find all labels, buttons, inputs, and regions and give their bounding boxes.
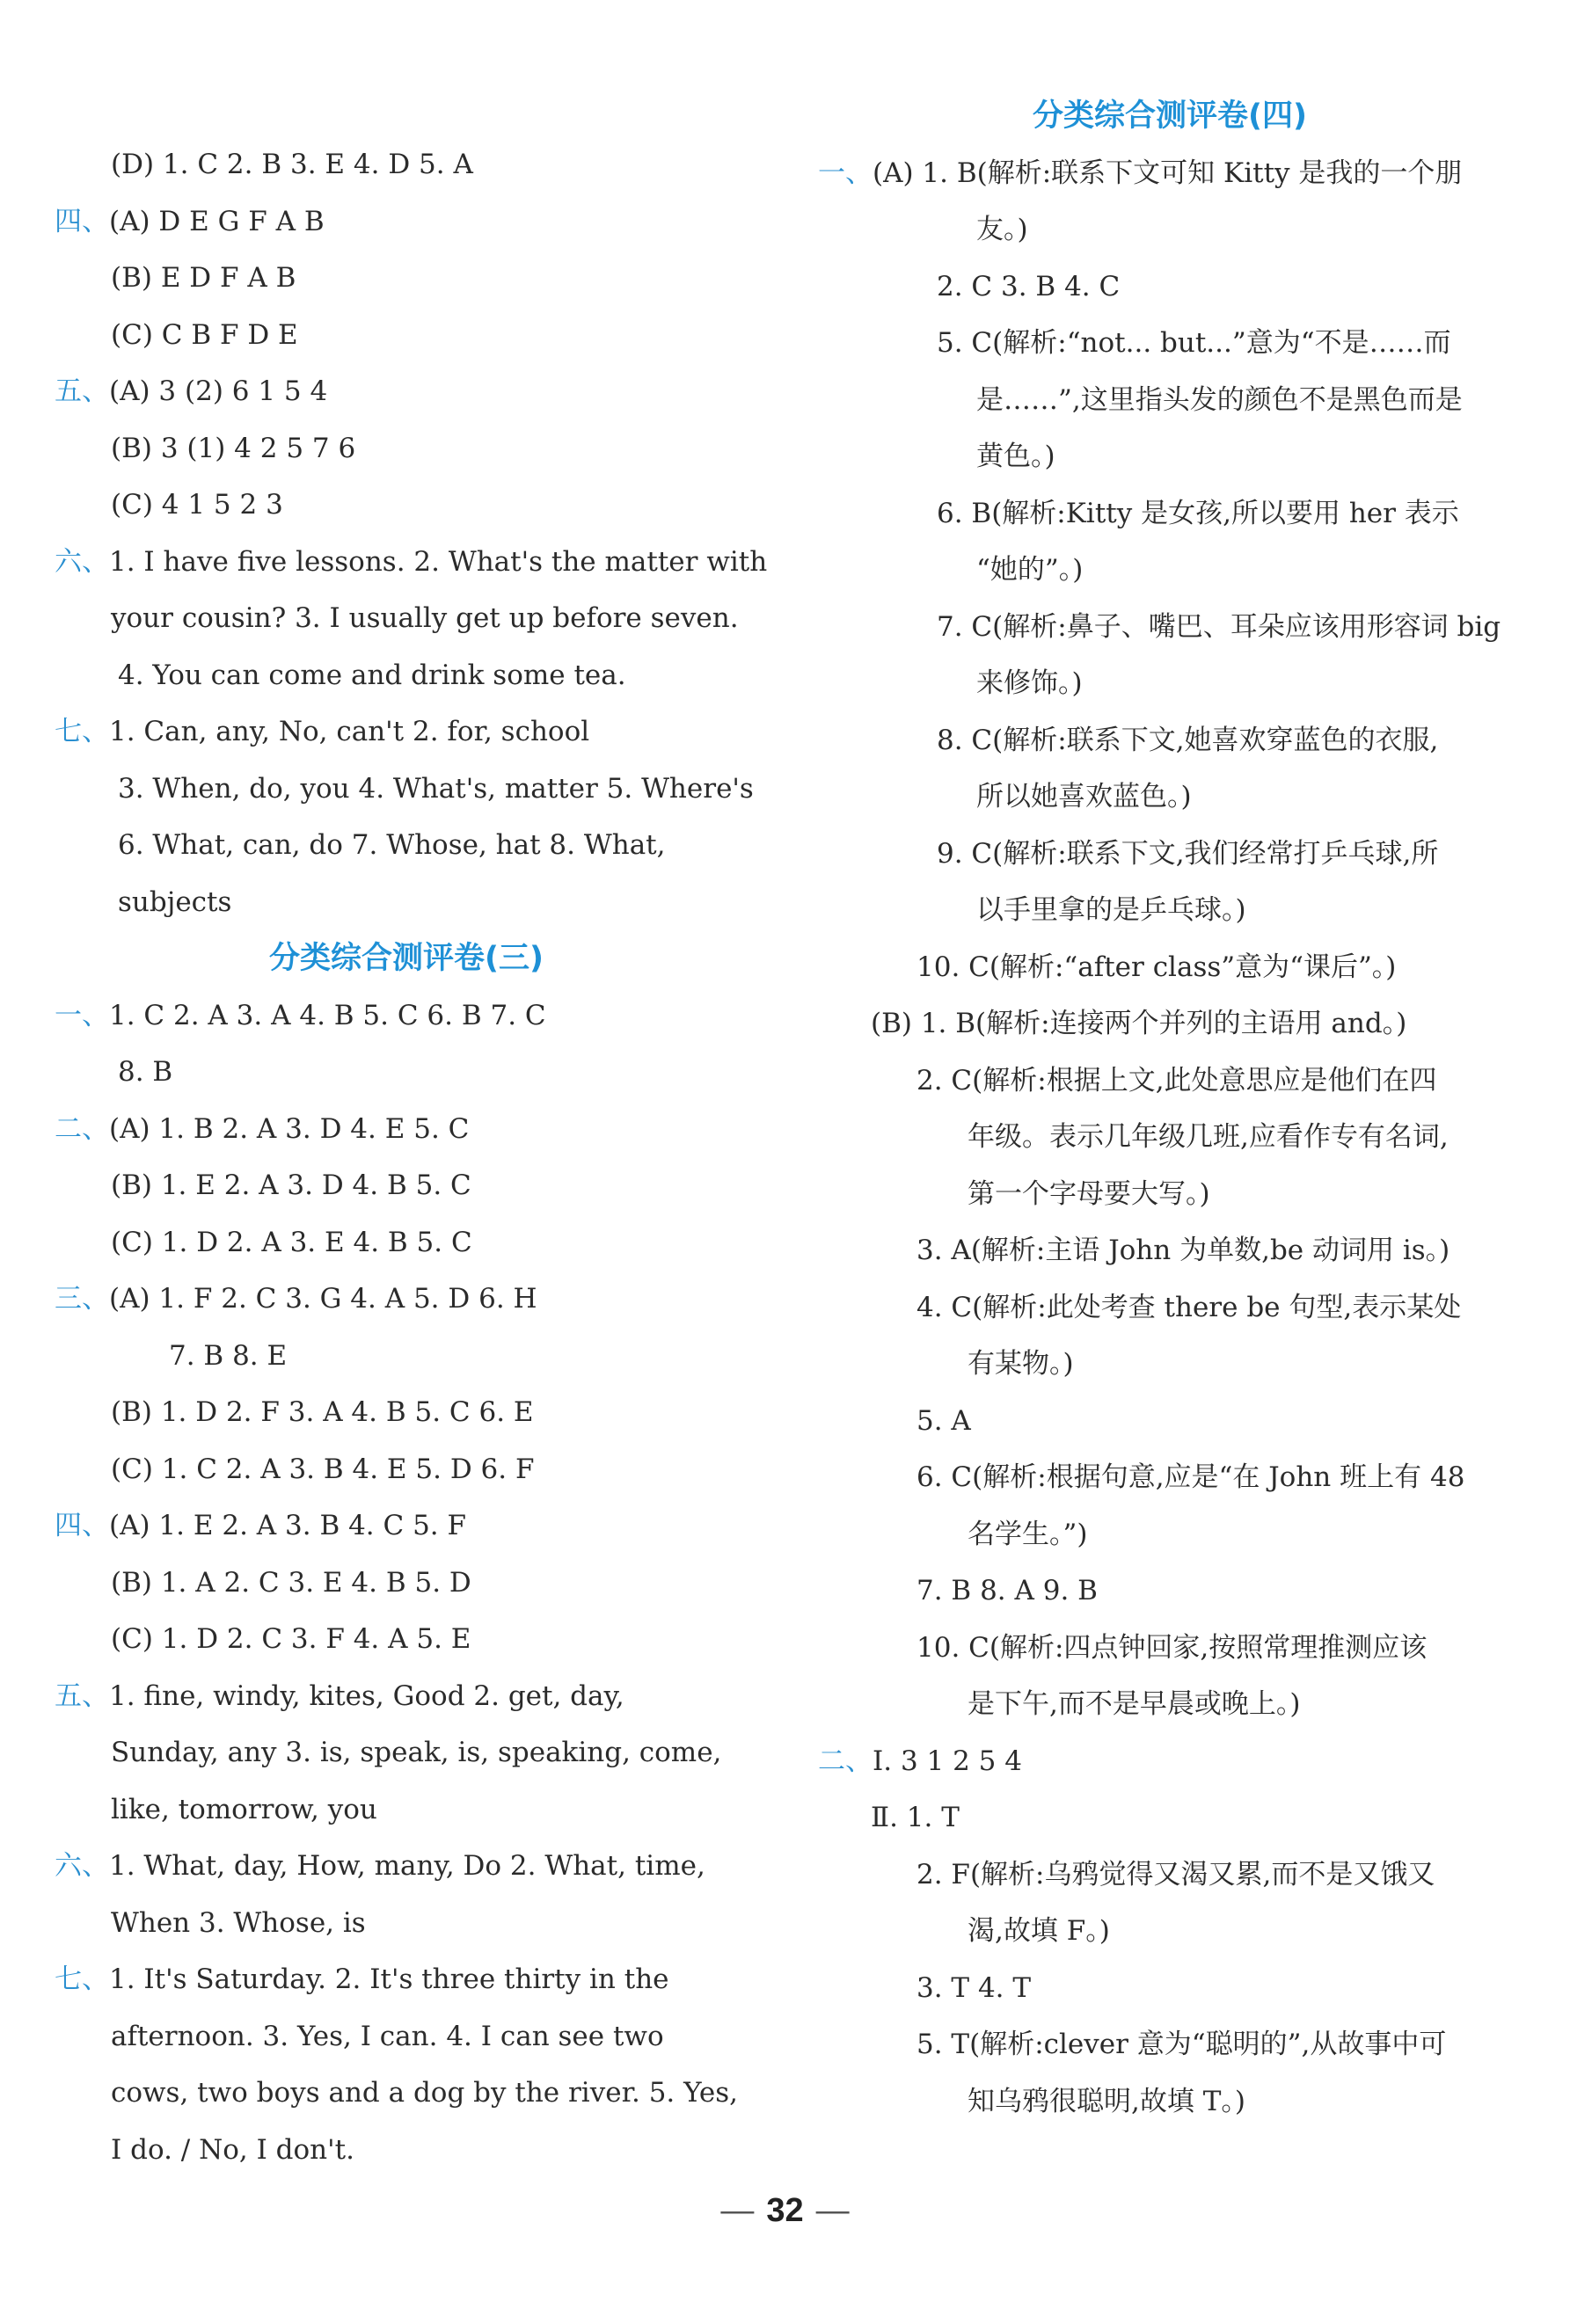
answer-text: your cousin? 3. I usually get up before seven.	[111, 602, 739, 634]
answer-line	[55, 2008, 758, 2065]
answer-text: 4. You can come and drink some tea.	[118, 659, 626, 691]
answer-text: 2. F(解析:乌鸦觉得又渴又累,而不是又饿又	[916, 1858, 1435, 1891]
answer-line	[818, 145, 1522, 202]
answer-text: 1. It's Saturday. 2. It's three thirty in the	[109, 1963, 669, 1995]
answer-line	[818, 1279, 1522, 1337]
right-column	[818, 88, 1522, 2130]
answer-line	[818, 1222, 1522, 1279]
section-marker: 二、	[55, 1112, 109, 1145]
answer-text: 7. B 8. A 9. B	[916, 1575, 1098, 1606]
answer-line	[55, 363, 758, 420]
section-marker: 七、	[55, 716, 109, 747]
answer-text: 4. C(解析:此处考查 there be 句型,表示某处	[916, 1291, 1462, 1323]
answer-line	[818, 939, 1522, 996]
answer-line	[55, 420, 758, 477]
page-number: 32	[766, 2192, 804, 2229]
answer-text: (A) 3 (2) 6 1 5 4	[109, 375, 328, 407]
answer-line	[818, 259, 1522, 316]
answer-text: (B) E D F A B	[111, 262, 296, 294]
answer-line	[55, 1328, 758, 1385]
answer-line	[818, 1620, 1522, 1677]
answer-text: 年级。表示几年级几班,应看作专有名词,	[968, 1121, 1449, 1153]
answer-line	[55, 761, 758, 818]
answer-text: 7. B 8. E	[169, 1339, 288, 1372]
footer-dash-left: —	[720, 2192, 755, 2229]
answer-line	[55, 136, 758, 193]
answer-line	[818, 428, 1522, 485]
answer-text: 来修饰。)	[976, 667, 1083, 699]
answer-line	[818, 315, 1522, 372]
answer-text: 名学生。”)	[968, 1518, 1088, 1550]
answer-line	[55, 1781, 758, 1839]
answer-text: (A) 1. B(解析:联系下文可知 Kitty 是我的一个朋	[873, 157, 1463, 189]
answer-text: (A) D E G F A B	[109, 205, 325, 237]
answer-line	[55, 1044, 758, 1101]
answer-text: 5. C(解析:“not... but...”意为“不是……而	[937, 327, 1451, 359]
answer-text: cows, two boys and a dog by the river. 5. Yes,	[111, 2077, 739, 2109]
section-marker: 五、	[55, 1679, 109, 1712]
answer-line	[55, 1101, 758, 1158]
answer-text: (B) 3 (1) 4 2 5 7 6	[111, 432, 356, 464]
answer-text: like, tomorrow, you	[111, 1793, 377, 1825]
answer-line	[55, 1951, 758, 2008]
answer-text: 1. Can, any, No, can't 2. for, school	[109, 716, 590, 747]
answer-text: afternoon. 3. Yes, I can. 4. I can see two	[111, 2020, 664, 2052]
answer-line	[818, 882, 1522, 939]
answer-line	[818, 1336, 1522, 1393]
answer-text: Sunday, any 3. is, speak, is, speaking, come,	[111, 1737, 722, 1768]
section-marker: 四、	[55, 1510, 109, 1541]
answer-line	[55, 1555, 758, 1612]
answer-text: (C) 1. D 2. C 3. F 4. A 5. E	[111, 1623, 471, 1655]
answer-text: 2. C(解析:根据上文,此处意思应是他们在四	[916, 1064, 1437, 1096]
answer-line	[818, 1733, 1522, 1790]
answer-text: 是下午,而不是早晨或晚上。)	[968, 1688, 1301, 1720]
answer-line	[55, 534, 768, 591]
answer-text: 友。)	[976, 214, 1028, 245]
answer-text: 是……”,这里指头发的颜色不是黑色而是	[976, 383, 1463, 416]
answer-text: 1. What, day, How, many, Do 2. What, time,	[109, 1850, 705, 1882]
answer-line	[818, 995, 1522, 1053]
answer-text: 7. C(解析:鼻子、嘴巴、耳朵应该用形容词 big	[937, 610, 1501, 643]
answer-text: subjects	[118, 885, 232, 918]
answer-text: 10. C(解析:四点钟回家,按照常理推测应该	[916, 1631, 1428, 1664]
answer-text: 8. C(解析:联系下文,她喜欢穿蓝色的衣服,	[937, 724, 1439, 756]
answer-line	[818, 769, 1522, 826]
answer-line	[55, 1497, 758, 1555]
answer-line	[818, 1166, 1522, 1223]
answer-line	[818, 2073, 1522, 2131]
answer-line	[55, 193, 758, 251]
footer-dash-right: —	[815, 2192, 850, 2229]
answer-text: 渴,故填 F。)	[968, 1915, 1110, 1947]
answer-text: 2. C 3. B 4. C	[937, 270, 1121, 302]
answer-line	[818, 201, 1522, 259]
answer-line	[818, 1449, 1522, 1506]
answer-text: (A) 1. B 2. A 3. D 4. E 5. C	[109, 1112, 470, 1145]
answer-text: 10. C(解析:“after class”意为“课后”。)	[916, 951, 1397, 983]
section-marker: 一、	[55, 999, 109, 1031]
answer-text: (C) 4 1 5 2 3	[111, 489, 283, 521]
answer-text: (B) 1. D 2. F 3. A 4. B 5. C 6. E	[111, 1396, 534, 1428]
answer-line	[55, 477, 758, 534]
answer-text: 3. A(解析:主语 John 为单数,be 动词用 is。)	[916, 1235, 1450, 1266]
answer-line	[55, 1895, 758, 1952]
answer-line	[818, 542, 1522, 599]
section-title: 分类综合测评卷(四)	[1033, 98, 1307, 134]
section-marker: 六、	[55, 545, 109, 578]
answer-text: (D) 1. C 2. B 3. E 4. D 5. A	[111, 149, 473, 180]
page-footer	[0, 2192, 1570, 2230]
answer-line	[55, 2122, 758, 2179]
section-marker: 七、	[55, 1963, 109, 1995]
answer-line	[818, 655, 1522, 712]
section-marker: 四、	[55, 205, 109, 237]
answer-text: 6. C(解析:根据句意,应是“在 John 班上有 48	[916, 1461, 1465, 1493]
answer-text: 1. I have five lessons. 2. What's the matter with	[109, 545, 768, 578]
answer-text: Ⅰ. 3 1 2 5 4	[873, 1745, 1022, 1777]
answer-text: 3. T 4. T	[916, 1971, 1032, 2004]
answer-line	[55, 703, 758, 761]
answer-line	[55, 647, 758, 704]
answer-text: (C) 1. D 2. A 3. E 4. B 5. C	[111, 1226, 472, 1258]
answer-text: 以手里拿的是乒乓球。)	[976, 894, 1246, 926]
answer-text: (C) C B F D E	[111, 318, 298, 351]
section-marker: 二、	[818, 1745, 873, 1777]
answer-text: 有某物。)	[968, 1348, 1074, 1380]
answer-line	[818, 1960, 1522, 2017]
answer-line	[55, 1724, 758, 1781]
answer-line	[818, 1563, 1522, 1620]
answer-line	[818, 1053, 1522, 1110]
answer-text: 5. T(解析:clever 意为“聪明的”,从故事中可	[916, 2029, 1447, 2060]
answer-text: (B) 1. E 2. A 3. D 4. B 5. C	[111, 1169, 471, 1201]
answer-line	[55, 1271, 758, 1328]
answer-line	[818, 1676, 1522, 1733]
answer-line	[818, 826, 1522, 883]
answer-line	[55, 1214, 758, 1271]
answer-text: 6. B(解析:Kitty 是女孩,所以要用 her 表示	[937, 497, 1459, 529]
answer-line	[818, 1789, 1522, 1847]
answer-text: (B) 1. A 2. C 3. E 4. B 5. D	[111, 1566, 471, 1599]
answer-text: 9. C(解析:联系下文,我们经常打乒乓球,所	[937, 837, 1439, 870]
answer-line	[818, 1847, 1522, 1904]
section-marker: 一、	[818, 157, 873, 189]
answer-line	[818, 599, 1522, 656]
answer-line	[818, 485, 1522, 543]
section-title: 分类综合测评卷(三)	[269, 941, 544, 976]
answer-text: (C) 1. C 2. A 3. B 4. E 5. D 6. F	[111, 1453, 535, 1485]
answer-text: (A) 1. E 2. A 3. B 4. C 5. F	[109, 1510, 467, 1541]
answer-line	[818, 2016, 1522, 2073]
answer-text: 8. B	[118, 1056, 173, 1088]
answer-line	[55, 1157, 758, 1214]
answer-text: 第一个字母要大写。)	[968, 1177, 1210, 1210]
answer-line	[818, 1109, 1522, 1166]
answer-text: 黄色。)	[976, 441, 1055, 472]
answer-text: “她的”。)	[976, 554, 1084, 586]
section-marker: 五、	[55, 375, 109, 407]
answer-line	[55, 1668, 758, 1725]
answer-line	[55, 874, 758, 931]
answer-line	[55, 817, 758, 874]
section-marker: 三、	[55, 1283, 109, 1315]
answer-line	[818, 712, 1522, 769]
answer-text: 3. When, do, you 4. What's, matter 5. Where's	[118, 772, 754, 805]
answer-text: (A) 1. F 2. C 3. G 4. A 5. D 6. H	[109, 1283, 537, 1315]
answer-line	[55, 1611, 758, 1668]
answer-text: 所以她喜欢蓝色。)	[976, 781, 1192, 812]
answer-line	[55, 1838, 758, 1895]
answer-line	[55, 307, 758, 364]
answer-text: I do. / No, I don't.	[111, 2133, 354, 2166]
answer-line	[818, 1903, 1522, 1960]
answer-line	[818, 1506, 1522, 1563]
answer-line	[818, 372, 1522, 429]
answer-line	[55, 2065, 758, 2122]
answer-text: 6. What, can, do 7. Whose, hat 8. What,	[118, 829, 666, 861]
answer-line	[55, 1441, 758, 1498]
answer-text: 1. C 2. A 3. A 4. B 5. C 6. B 7. C	[109, 999, 546, 1031]
left-column	[55, 136, 768, 2178]
answer-text: 1. fine, windy, kites, Good 2. get, day,	[109, 1679, 624, 1712]
answer-line	[55, 1384, 758, 1441]
answer-text: When 3. Whose, is	[111, 1906, 366, 1939]
answer-line	[55, 590, 758, 647]
answer-line	[818, 1393, 1522, 1450]
answer-text: (B) 1. B(解析:连接两个并列的主语用 and。)	[871, 1008, 1407, 1039]
answer-line	[55, 987, 758, 1045]
answer-text: Ⅱ. 1. T	[871, 1802, 960, 1833]
answer-text: 知乌鸦很聪明,故填 T。)	[968, 2085, 1245, 2117]
answer-line	[55, 250, 758, 307]
section-marker: 六、	[55, 1850, 109, 1882]
answer-text: 5. A	[916, 1404, 971, 1437]
